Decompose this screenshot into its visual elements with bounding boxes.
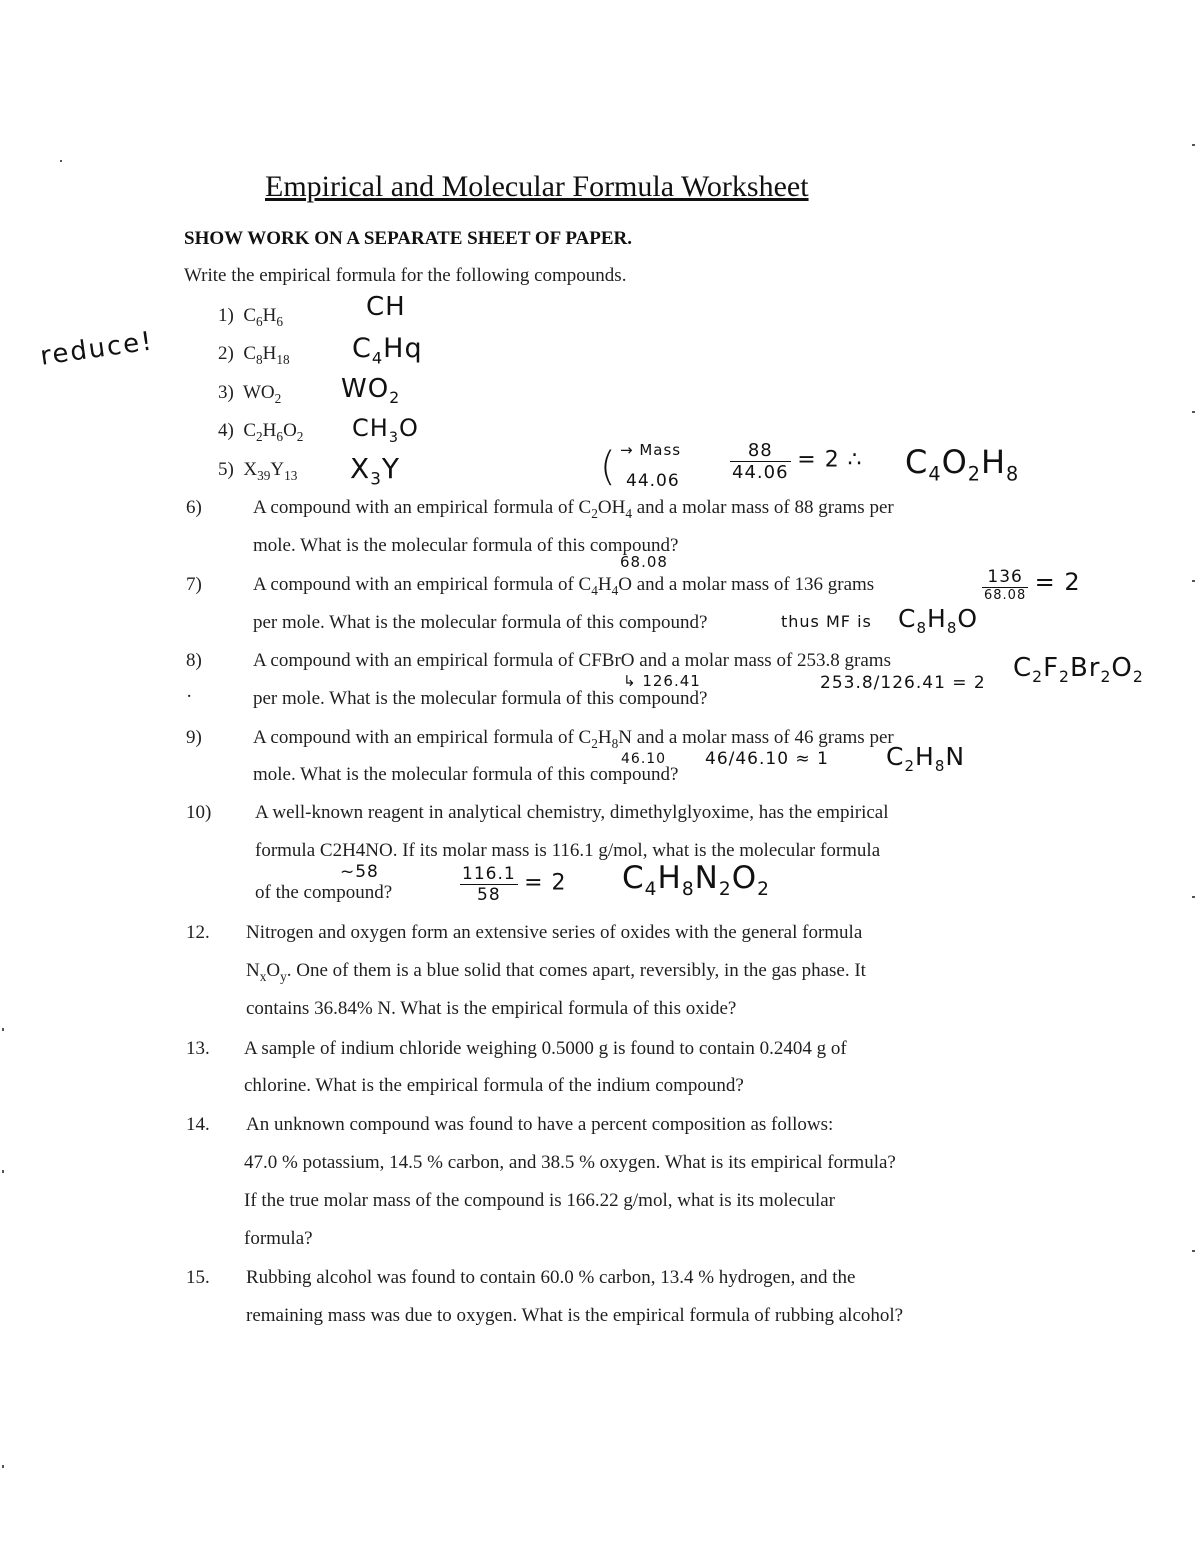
handwritten-answer [352,414,419,446]
formula-part: H [262,420,277,441]
answer-text: WO [341,374,390,404]
handwritten-answer [352,333,423,367]
formula-subscript: 2 [591,505,598,521]
formula-part: C [243,305,257,326]
question-number: 15. [186,1267,210,1288]
question-number: 7) [186,574,202,595]
handwritten-mass-label: → Mass [620,441,682,459]
question-8-line-1: A compound with an empirical formula of CFBrO and a molar mass of 253.8 grams [253,650,891,671]
answer-text: N [945,742,966,771]
list-item [218,420,303,445]
question-14-line-2: 47.0 % potassium, 14.5 % carbon, and 38.5 % oxygen. What is its empirical formula? [244,1152,896,1173]
question-number: 6) [186,497,202,518]
page-title: Empirical and Molecular Formula Worksheet [265,170,809,203]
question-14-line-4: formula? [244,1228,313,1249]
answer-subscript: 3 [370,468,382,489]
list-item [218,305,283,330]
scan-speck [2,1028,4,1031]
fraction-denominator: 58 [477,885,501,905]
formula-subscript: 39 [257,467,271,483]
scan-speck [2,1465,4,1468]
handwritten-brace: ( [600,444,617,490]
question-14-line-3: If the true molar mass of the compound is 166.22 g/mol, what is its molecular [244,1190,836,1211]
question-text: A compound with an empirical formula of C [253,574,592,595]
fraction-denominator: 44.06 [732,462,789,483]
question-text: and a molar mass of 88 grams per [632,497,894,518]
question-10-line-3: of the compound? [255,882,393,903]
fraction-result: = 2 ∴ [797,447,863,473]
formula-subscript: 4 [591,582,598,598]
question-7-line-2: per mole. What is the molecular formula of this compound? [253,612,708,633]
instruction-empirical: Write the empirical formula for the following compounds. [184,265,627,286]
answer-subscript: 2 [904,757,916,775]
answer-subscript: 8 [916,619,928,637]
scan-speck [1192,1250,1195,1252]
formula-subscript: 13 [284,467,298,483]
handwritten-answer [898,604,978,637]
question-8-line-2: per mole. What is the molecular formula of this compound? [253,688,708,709]
formula-part: C [243,343,257,364]
fraction-numerator: 88 [730,440,791,462]
formula-part: C [243,420,257,441]
answer-text: F [1043,653,1060,683]
item-number: 4) [218,420,234,441]
answer-text: H [927,604,947,633]
formula-subscript: 4 [625,505,632,521]
question-number: 10) [186,802,212,823]
question-number: 8) [186,650,202,671]
scan-speck [60,160,62,162]
fraction-denominator: 68.08 [984,588,1027,603]
question-number: 12. [186,922,210,943]
question-12-line-1: Nitrogen and oxygen form an extensive series of oxides with the general formula [246,922,863,943]
answer-subscript: 2 [967,462,981,486]
question-7-line-1 [253,574,874,599]
answer-text: O [957,604,979,633]
question-15-line-2: remaining mass was due to oxygen. What is the empirical formula of rubbing alcohol? [246,1305,904,1326]
formula-subscript: 8 [611,735,619,751]
scan-speck [1192,896,1195,898]
question-text: OH [597,497,626,518]
answer-text: H [980,443,1007,481]
bullet-dot: · [186,686,193,707]
handwritten-empirical-mass: 46.10 [621,751,667,767]
handwritten-empirical-mass: ~58 [340,862,379,882]
handwritten-answer [905,443,1019,485]
margin-note-reduce: reduce! [38,326,156,372]
question-text: N [246,960,260,981]
question-text: H [597,727,612,748]
handwritten-calculation: 46/46.10 ≈ 1 [705,749,829,769]
question-12-line-3: contains 36.84% N. What is the empirical formula of this oxide? [246,998,737,1019]
answer-subscript: 8 [934,757,946,775]
answer-text: C [886,742,905,771]
formula-part: H [262,305,277,326]
list-item [218,382,281,407]
formula-subscript: 6 [276,428,284,444]
scan-speck [1192,580,1195,582]
handwritten-answer [366,292,406,322]
answer-subscript: 8 [1006,462,1020,486]
answer-text: C [1013,653,1033,683]
answer-subscript: 2 [1059,668,1070,687]
answer-subscript: 4 [928,462,942,486]
item-number: 5) [218,459,234,480]
answer-subscript: 2 [1100,668,1112,687]
question-text: O [266,960,281,981]
instruction-show-work: SHOW WORK ON A SEPARATE SHEET OF PAPER. [184,228,632,249]
answer-text: C [898,604,917,633]
item-number: 1) [218,305,234,326]
formula-part: X [243,459,258,480]
formula-part: WO [243,382,275,403]
handwritten-fraction [730,440,863,483]
answer-subscript: 2 [389,389,401,408]
fraction-result: = 2 [1034,568,1081,596]
handwritten-answer [886,742,965,775]
handwritten-answer [341,374,400,407]
question-text: A compound with an empirical formula of C [253,727,592,748]
answer-text: Y [381,452,400,485]
question-text: N and a molar mass of 46 grams per [618,727,894,748]
question-13-line-2: chlorine. What is the empirical formula of the indium compound? [244,1075,744,1096]
question-text: . One of them is a blue solid that comes apart, reversibly, in the gas phase. It [286,960,866,981]
answer-text: X [350,452,371,485]
formula-part: H [262,343,277,364]
question-number: 9) [186,727,202,748]
answer-subscript: 2 [1132,668,1144,687]
answer-text: CH [366,292,406,322]
formula-subscript: 2 [296,428,304,444]
question-6-line-1 [253,497,894,522]
question-number: 14. [186,1114,210,1135]
handwritten-note: thus MF is [781,612,872,631]
formula-subscript: 2 [274,390,282,406]
answer-text: O [731,860,758,896]
question-10-line-2: formula C2H4NO. If its molar mass is 116.1 g/mol, what is the molecular formula [255,840,881,861]
answer-text: C [622,860,645,896]
formula-subscript: 6 [256,313,263,329]
item-number: 2) [218,343,234,364]
formula-subscript: y [280,968,287,984]
question-6-line-2: mole. What is the molecular formula of this compound? [253,535,679,556]
handwritten-empirical-mass: ↳ 126.41 [623,672,701,690]
question-10-line-1: A well-known reagent in analytical chemistry, dimethylglyoxime, has the empirical [255,802,889,823]
answer-subscript: 2 [1032,668,1044,687]
formula-part: O [283,420,297,441]
handwritten-calculation: 253.8/126.41 = 2 [820,673,986,693]
scan-speck [1192,411,1195,413]
fraction-numerator: 136 [982,567,1028,588]
handwritten-fraction [460,864,567,905]
scan-speck [2,1170,4,1173]
question-number: 13. [186,1038,210,1059]
formula-subscript: x [259,968,267,984]
formula-part: Y [270,459,285,480]
question-text: O and a molar mass of 136 grams [618,574,875,595]
formula-subscript: 8 [256,351,263,367]
answer-subscript: 2 [757,879,770,901]
answer-subscript: 2 [718,879,732,901]
question-9-line-2: mole. What is the molecular formula of this compound? [253,764,679,785]
handwritten-empirical-mass: 44.06 [626,471,680,491]
answer-text: O [398,414,419,442]
answer-text: C [905,443,929,481]
formula-subscript: 18 [276,351,290,367]
answer-text: N [694,860,719,896]
answer-text: C [352,333,372,364]
formula-subscript: 6 [276,313,284,329]
answer-text: Br [1069,653,1101,683]
answer-subscript: 4 [371,348,384,368]
answer-text: H [657,860,682,896]
handwritten-answer [622,860,770,900]
formula-subscript: 4 [611,582,619,598]
question-text: H [597,574,612,595]
answer-text: Hq [383,333,423,364]
fraction-numerator: 116.1 [462,864,516,884]
answer-subscript: 8 [946,619,958,637]
item-number: 3) [218,382,234,403]
list-item [218,459,297,484]
handwritten-fraction [982,567,1081,603]
handwritten-answer [350,452,400,489]
handwritten-empirical-mass: 68.08 [620,553,668,571]
mass-label: Mass [639,441,682,459]
formula-subscript: 2 [256,428,263,444]
answer-subscript: 3 [388,429,399,446]
scan-speck [1192,144,1195,146]
question-13-line-1: A sample of indium chloride weighing 0.5000 g is found to contain 0.2404 g of [244,1038,847,1059]
answer-text: H [915,742,935,771]
handwritten-answer [1013,653,1144,686]
answer-text: O [941,443,968,481]
formula-subscript: 2 [591,735,598,751]
question-15-line-1: Rubbing alcohol was found to contain 60.0 % carbon, 13.4 % hydrogen, and the [246,1267,856,1288]
question-text: A compound with an empirical formula of C [253,497,592,518]
answer-subscript: 8 [681,879,695,901]
answer-subscript: 4 [644,879,658,901]
answer-text: CH [352,414,389,442]
question-12-line-2 [246,960,866,985]
answer-text: O [1111,653,1133,683]
fraction-result: = 2 [524,870,567,896]
list-item [218,343,290,368]
question-14-line-1: An unknown compound was found to have a percent composition as follows: [246,1114,834,1135]
